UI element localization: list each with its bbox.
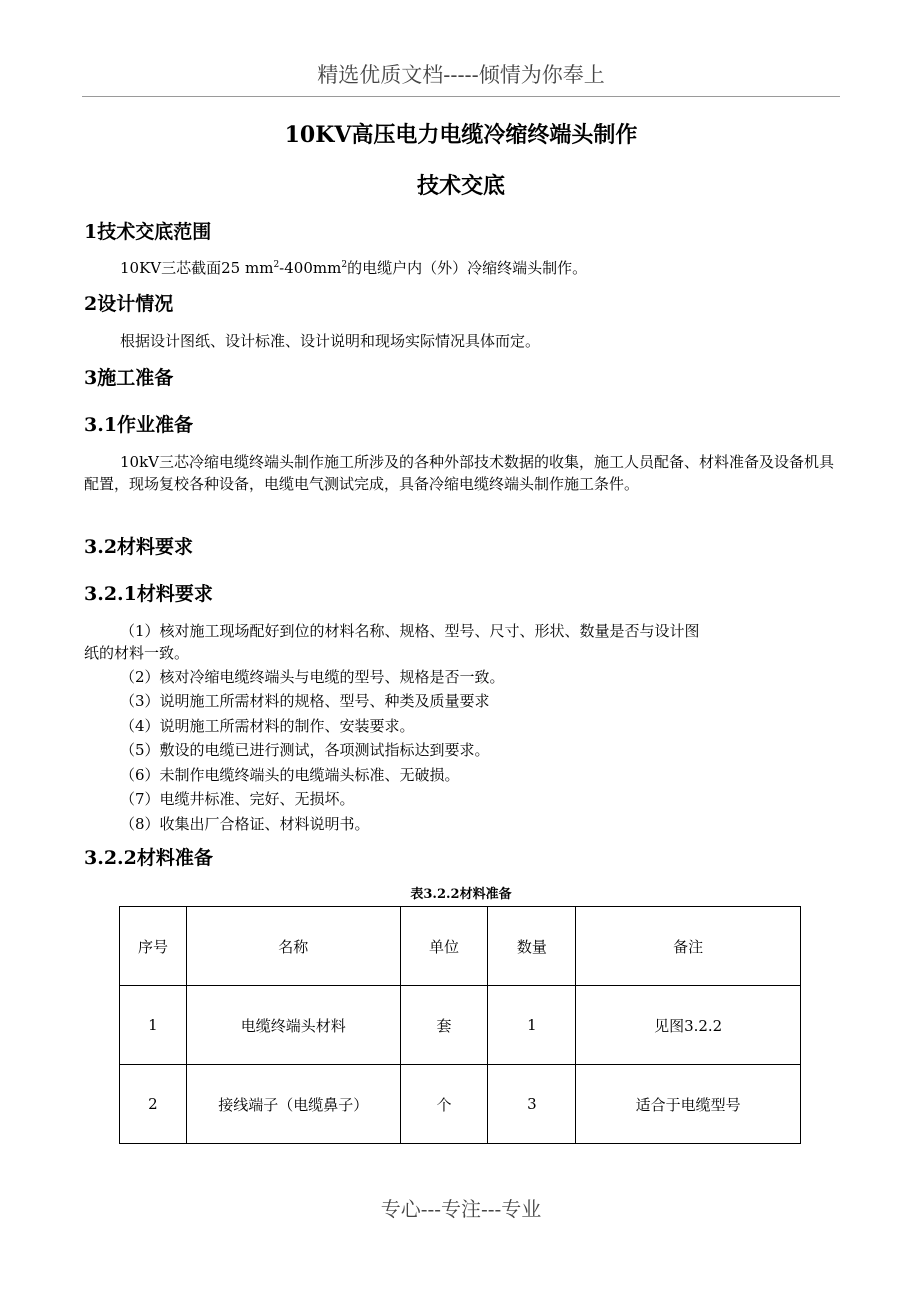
requirement-item-8: （8）收集出厂合格证、材料说明书。 (120, 815, 370, 833)
document-title: 10KV高压电力电缆冷缩终端头制作 (284, 122, 638, 148)
section-3-2-1-heading: 3.2.1材料要求 (84, 583, 213, 605)
header-unit: 单位 (400, 907, 488, 986)
table-row (120, 986, 801, 1065)
requirement-item-1: （1）核对施工现场配好到位的材料名称、规格、型号、尺寸、形状、数量是否与设计图 (120, 622, 700, 640)
cell-remark: 适合于电缆型号 (576, 1065, 801, 1144)
header-quantity: 数量 (488, 907, 576, 986)
requirement-item-1-continued: 纸的材料一致。 (84, 644, 190, 662)
section-3-1-text: 10kV三芯冷缩电缆终端头制作施工所涉及的各种外部技术数据的收集，施工人员配备、材料准备及设备机具配置，现场复校各种设备，电缆电气测试完成，具备冷缩电缆终端头制作施工条件。 (84, 453, 835, 493)
cell-index: 1 (120, 986, 187, 1065)
section-1-sup-a: 2 (273, 260, 280, 270)
cell-unit: 套 (400, 986, 488, 1065)
header-name: 名称 (186, 907, 400, 986)
section-1-text-c: 的电缆户内（外）冷缩终端头制作。 (347, 259, 588, 277)
requirement-item-4: （4）说明施工所需材料的制作、安装要求。 (120, 717, 415, 735)
requirement-item-6: （6）未制作电缆终端头的电缆端头标准、无破损。 (120, 766, 460, 784)
section-1-sup-b: 2 (341, 260, 348, 270)
page-footer: 专心---专注---专业 (380, 1197, 542, 1221)
section-2-heading: 2设计情况 (84, 293, 174, 315)
section-3-2-2-heading: 3.2.2材料准备 (84, 847, 213, 869)
requirement-item-3: （3）说明施工所需材料的规格、型号、种类及质量要求 (120, 692, 490, 710)
cell-quantity: 3 (488, 1065, 576, 1144)
cell-name: 电缆终端头材料 (186, 986, 400, 1065)
header-remark: 备注 (576, 907, 801, 986)
requirement-item-7: （7）电缆井标准、完好、无损坏。 (120, 790, 355, 808)
requirement-item-2: （2）核对冷缩电缆终端头与电缆的型号、规格是否一致。 (120, 668, 505, 686)
cell-remark: 见图3.2.2 (576, 986, 801, 1065)
section-3-2-heading: 3.2材料要求 (84, 536, 194, 558)
cell-name: 接线端子（电缆鼻子） (186, 1065, 400, 1144)
cell-index: 2 (120, 1065, 187, 1144)
section-1-text (84, 257, 840, 279)
header-index: 序号 (120, 907, 187, 986)
section-3-heading: 3施工准备 (84, 367, 174, 389)
document-subtitle: 技术交底 (416, 173, 505, 199)
cell-quantity: 1 (488, 986, 576, 1065)
materials-table (119, 906, 801, 1144)
table-caption: 表3.2.2材料准备 (410, 887, 512, 902)
section-3-1-heading: 3.1作业准备 (84, 414, 194, 436)
page-header: 精选优质文档-----倾情为你奉上 (82, 62, 840, 97)
section-1-text-b: -400mm (279, 259, 342, 277)
table-row (120, 1065, 801, 1144)
section-1-heading: 1技术交底范围 (84, 221, 212, 243)
section-2-text: 根据设计图纸、设计标准、设计说明和现场实际情况具体而定。 (120, 332, 541, 350)
table-header-row (120, 907, 801, 986)
section-1-text-a: 10KV三芯截面25 mm (120, 259, 274, 277)
cell-unit: 个 (400, 1065, 488, 1144)
requirement-item-5: （5）敷设的电缆已进行测试，各项测试指标达到要求。 (120, 741, 490, 759)
